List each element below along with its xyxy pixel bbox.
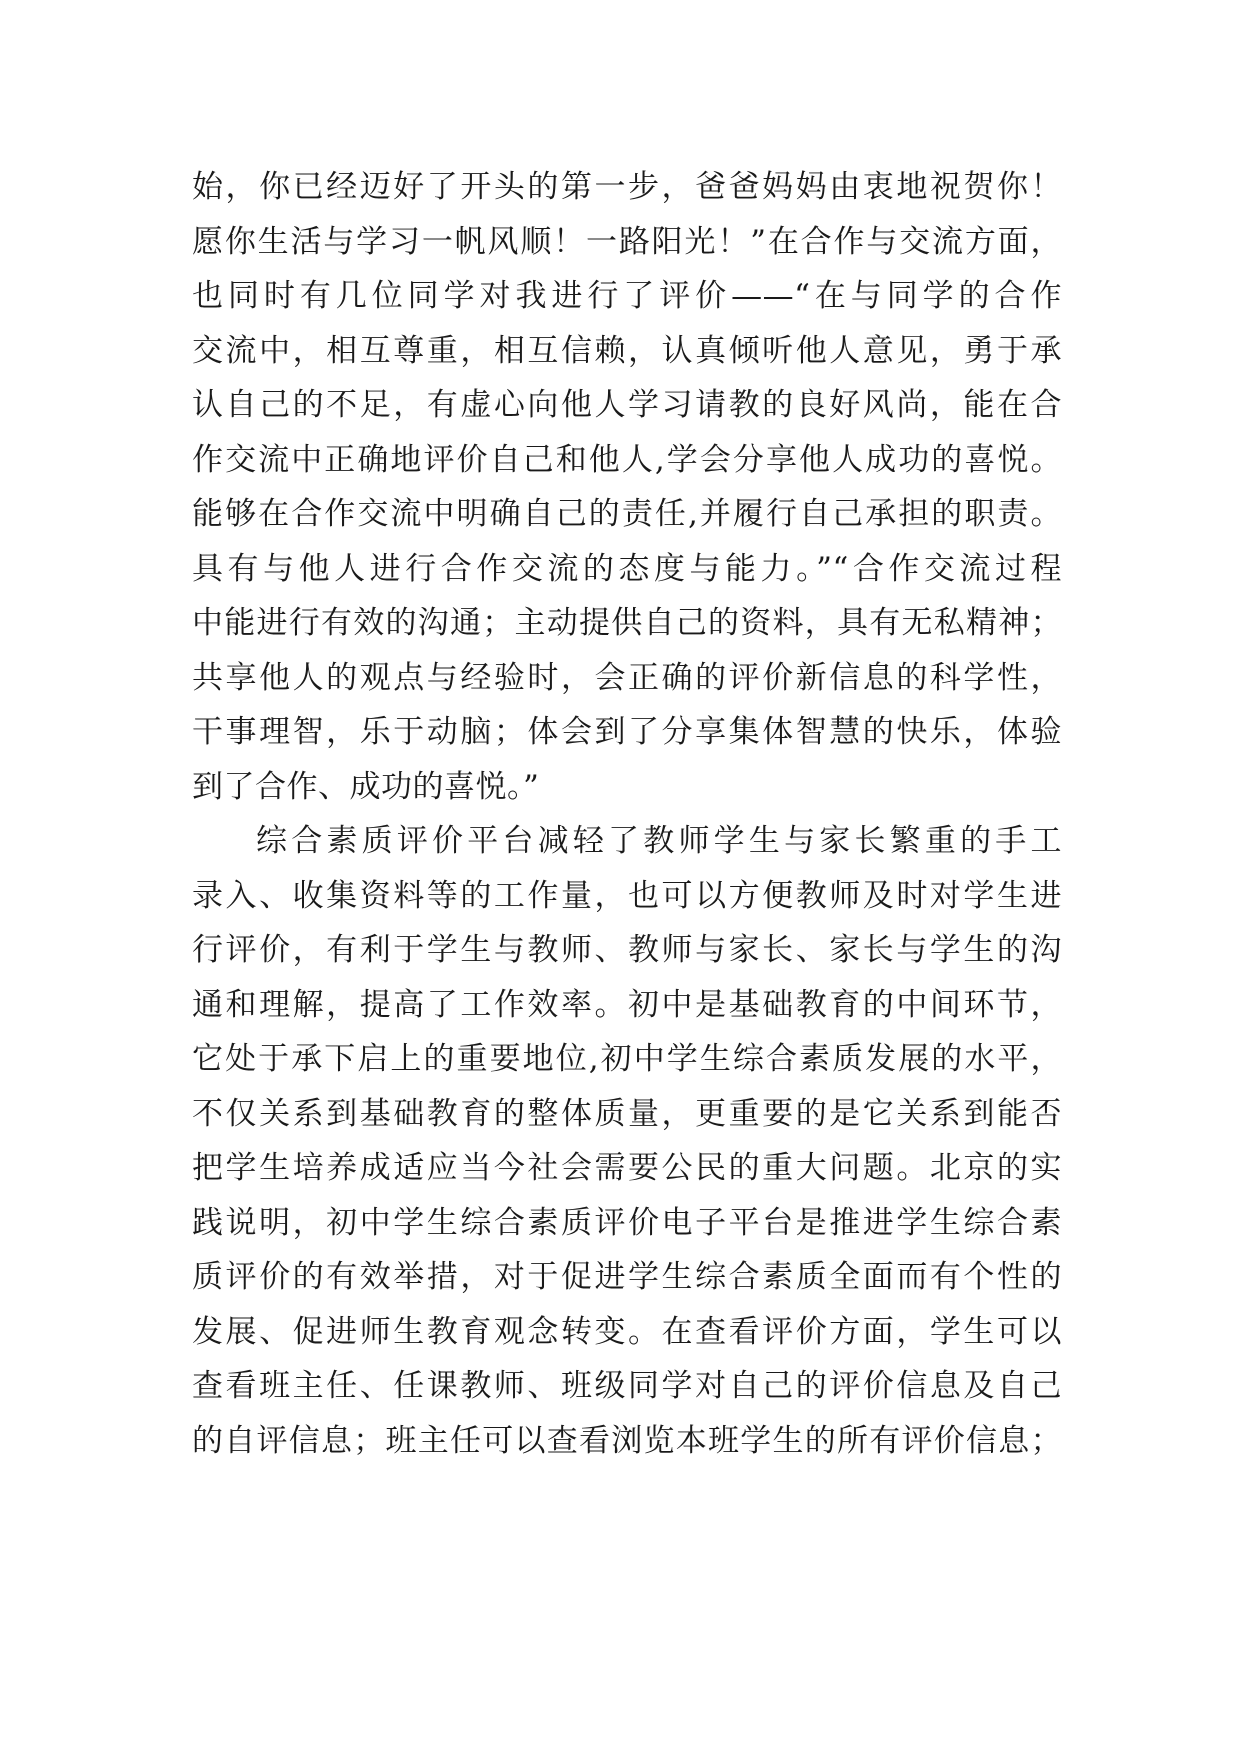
text-line: 也同时有几位同学对我进行了评价——“在与同学的合作	[192, 278, 1062, 314]
text-line: 愿你生活与学习一帆风顺！一路阳光！”在合作与交流方面，	[192, 223, 1062, 260]
text-line: 践说明，初中学生综合素质评价电子平台是推进学生综合素	[192, 1204, 1062, 1241]
text-line: 到了合作、成功的喜悦。”	[192, 768, 540, 805]
text-line: 录入、收集资料等的工作量，也可以方便教师及时对学生进	[192, 877, 1062, 914]
text-line: 质评价的有效举措，对于促进学生综合素质全面而有个性的	[192, 1259, 1062, 1295]
text-line: 干事理智，乐于动脑；体会到了分享集体智慧的快乐，体验	[192, 714, 1062, 750]
text-line: 能够在合作交流中明确自己的责任,并履行自己承担的职责。	[192, 496, 1062, 532]
text-line: 认自己的不足，有虚心向他人学习请教的良好风尚，能在合	[192, 387, 1062, 423]
text-line: 始，你已经迈好了开头的第一步，爸爸妈妈由衷地祝贺你！	[192, 169, 1062, 205]
text-line: 它处于承下启上的重要地位,初中学生综合素质发展的水平，	[192, 1041, 1062, 1077]
text-line: 作交流中正确地评价自己和他人,学会分享他人成功的喜悦。	[192, 441, 1062, 478]
text-line: 查看班主任、任课教师、班级同学对自己的评价信息及自己	[192, 1368, 1062, 1404]
paragraph-2	[192, 814, 1062, 1468]
text-line: 把学生培养成适应当今社会需要公民的重大问题。北京的实	[192, 1150, 1062, 1186]
text-line: 中能进行有效的沟通；主动提供自己的资料，具有无私精神；	[192, 605, 1062, 641]
text-line: 交流中，相互尊重，相互信赖，认真倾听他人意见，勇于承	[192, 332, 1062, 369]
text-line: 的自评信息；班主任可以查看浏览本班学生的所有评价信息；	[192, 1422, 1062, 1459]
paragraph-1	[192, 160, 1062, 814]
text-line: 通和理解，提高了工作效率。初中是基础教育的中间环节，	[192, 986, 1062, 1023]
text-line: 发展、促进师生教育观念转变。在查看评价方面，学生可以	[192, 1313, 1062, 1350]
document-body	[192, 160, 1062, 1468]
text-line: 共享他人的观点与经验时，会正确的评价新信息的科学性，	[192, 659, 1062, 696]
text-line: 不仅关系到基础教育的整体质量，更重要的是它关系到能否	[192, 1095, 1062, 1132]
text-line: 具有与他人进行合作交流的态度与能力。”“合作交流过程	[192, 550, 1062, 587]
text-line: 行评价，有利于学生与教师、教师与家长、家长与学生的沟	[192, 932, 1062, 968]
text-line: 综合素质评价平台减轻了教师学生与家长繁重的手工	[256, 823, 1062, 859]
